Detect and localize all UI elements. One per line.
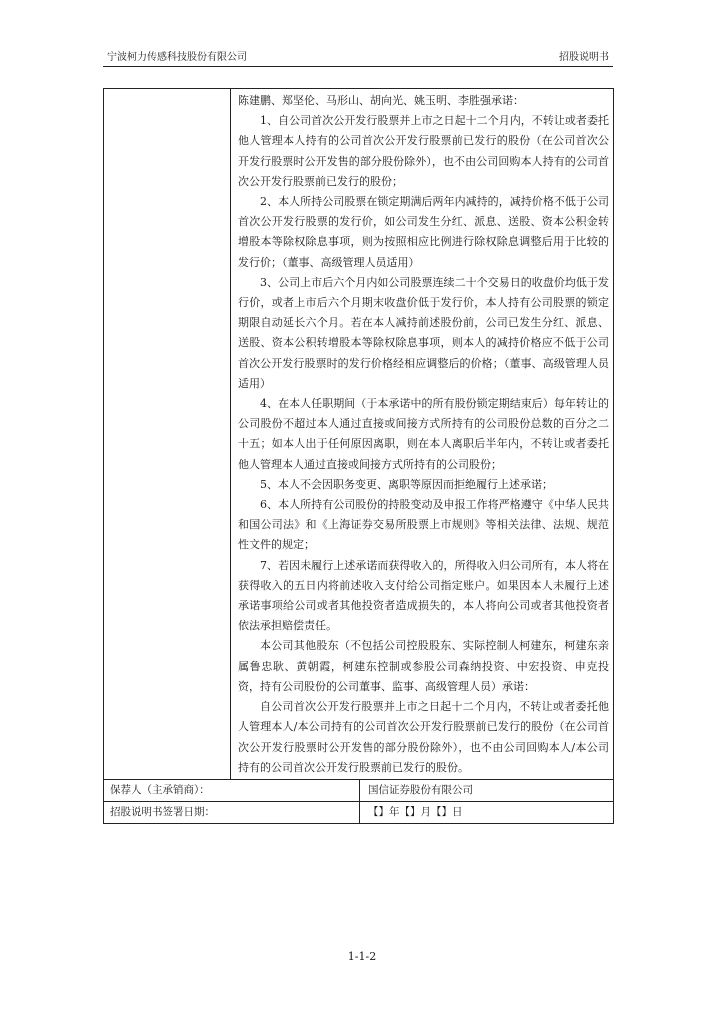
sponsor-row: [104, 779, 614, 801]
page-header: [103, 50, 613, 67]
commitment-label-cell: [104, 89, 231, 780]
commitment-paragraph: 5、本人不会因职务变更、离职等原因而拒绝履行上述承诺；: [260, 477, 553, 491]
commitment-paragraph: 6、本人所持有公司股份的持股变动及申报工作将严格遵守《中华人民共和国公司法》和《上海证券交易所股票上市规则》等相关法律、法规、规范性文件的规定；: [238, 498, 609, 552]
commitment-paragraph: 自公司首次公开发行股票并上市之日起十二个月内，不转让或者委托他人管理本人/本公司持有的公司首次公开发行股票前已发行的股份（在公司首次公开发行股票时公开发售的部分股份除外），也不由公司回购本人/本公司持有的公司首次公开发行股票前已发行的股份。: [238, 700, 609, 774]
header-document-type: 招股说明书: [559, 52, 609, 63]
sign-date-row: [104, 801, 614, 823]
sign-date-value: 【】年【】月【】日: [360, 801, 614, 823]
commitment-row: [104, 89, 614, 780]
page-number: 1-1-2: [347, 950, 377, 963]
commitment-paragraph: 3、公司上市后六个月内如公司股票连续二十个交易日的收盘价均低于发行价，或者上市后六个月期末收盘价低于发行价，本人持有公司股票的锁定期限自动延长六个月。若在本人减持前述股份前，公司已发生分红、派息、送股、资本公积转增股本等除权除息事项，则本人的减持价格应不低于公司首次公开发行股票时的发行价格经相应调整后的价格；（董事、高级管理人员适用）: [238, 275, 609, 390]
sign-date-label: 招股说明书签署日期：: [104, 801, 360, 823]
sponsor-value: 国信证券股份有限公司: [360, 779, 614, 801]
header-company-name: 宁波柯力传感科技股份有限公司: [107, 52, 247, 63]
commitment-paragraph: 7、若因未履行上述承诺而获得收入的，所得收入归公司所有，本人将在获得收入的五日内将前述收入支付给公司指定账户。如果因本人未履行上述承诺事项给公司或者其他投资者造成损失的，本人将向公司或者其他投资者依法承担赔偿责任。: [238, 558, 609, 633]
commitment-paragraph: 2、本人所持公司股票在锁定期满后两年内减持的，减持价格不低于公司首次公开发行股票的发行价，如公司发生分红、派息、送股、资本公积金转增股本等除权除息事项，则为按照相应比例进行除权除息调整后用于比较的发行价；（董事、高级管理人员适用）: [238, 195, 609, 269]
commitment-text-cell: [231, 89, 614, 780]
commitment-paragraph: 4、在本人任职期间（于本承诺中的所有股份锁定期结束后）每年转让的公司股份不超过本人通过直接或间接方式所持有的公司股份总数的百分之二十五；如本人出于任何原因离职，则在本人离职后半年内，不转让或者委托他人管理本人通过直接或间接方式所持有的公司股份；: [238, 397, 609, 471]
commitment-paragraph: 1、自公司首次公开发行股票并上市之日起十二个月内，不转让或者委托他人管理本人持有的公司首次公开发行股票前已发行的股份（在公司首次公开发行股票时公开发售的部分股份除外），也不由公司回购本人持有的公司首次公开发行股票前已发行的股份；: [238, 114, 609, 188]
commitment-paragraph: 本公司其他股东（不包括公司控股股东、实际控制人柯建东，柯建东亲属鲁忠耿、黄朝霞，柯建东控制或参股公司森纳投资、中宏投资、申克投资，持有公司股份的公司董事、监事、高级管理人员）承诺：: [238, 639, 609, 693]
commitment-content: [231, 89, 613, 779]
prospectus-table: [103, 88, 614, 824]
commitment-paragraph: 陈建鹏、郑坚伦、马形山、胡向光、姚玉明、李胜强承诺：: [238, 94, 524, 107]
sponsor-label: 保荐人（主承销商）：: [104, 779, 360, 801]
